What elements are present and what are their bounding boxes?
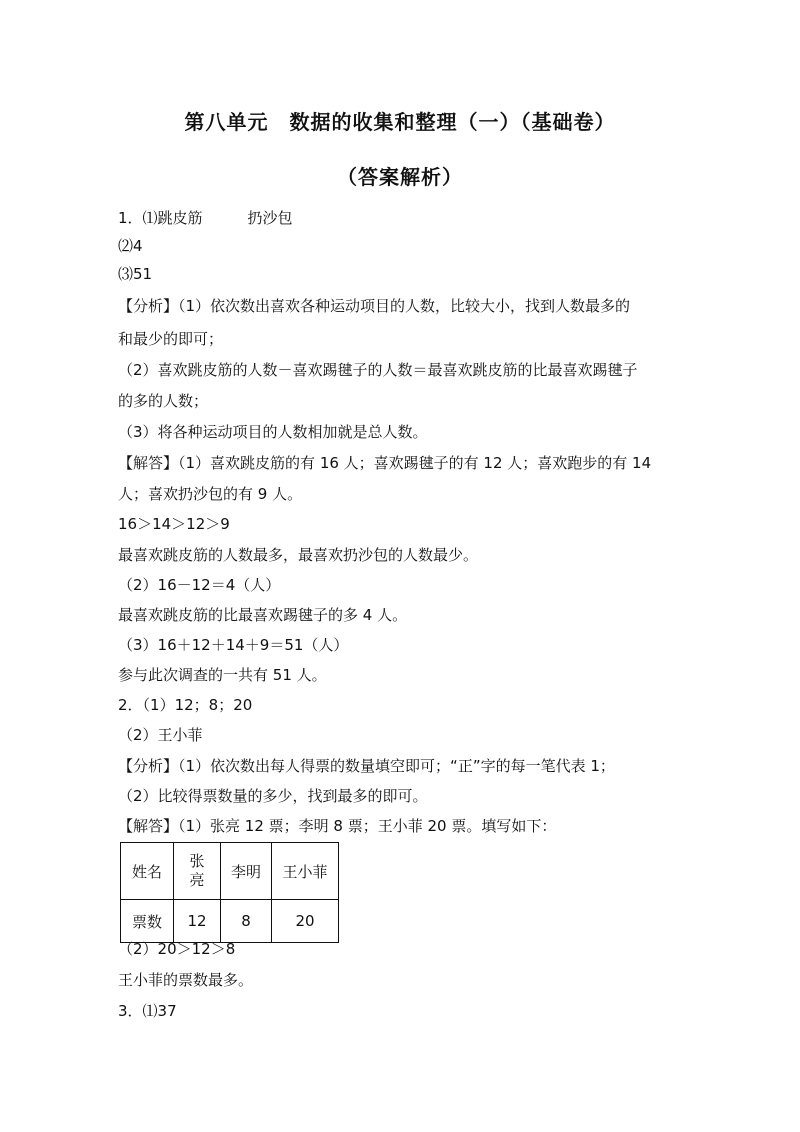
text-line: 2．（1）12；8；20 — [118, 696, 253, 714]
table-row — [121, 843, 339, 900]
text-line: ⑵4 — [118, 237, 143, 255]
text-line: （2）王小菲 — [118, 726, 203, 744]
text-line: 人；喜欢扔沙包的有 9 人。 — [118, 485, 303, 503]
text-line: 最喜欢跳皮筋的人数最多，最喜欢扔沙包的人数最少。 — [118, 546, 479, 564]
page-title: 第八单元 数据的收集和整理（一）（基础卷） — [184, 110, 616, 134]
text-line: （3）16＋12＋14＋9＝51（人） — [118, 636, 349, 654]
table-cell — [174, 843, 221, 900]
vote-table — [120, 842, 339, 943]
text-line: （2）20＞12＞8 — [118, 940, 236, 958]
text-line: （2）喜欢跳皮筋的人数－喜欢踢毽子的人数＝最喜欢跳皮筋的比最喜欢踢毽子 — [118, 361, 638, 379]
text-line: （2）16－12＝4（人） — [118, 576, 281, 594]
text-line: 16＞14＞12＞9 — [118, 515, 230, 533]
text-line: 参与此次调查的一共有 51 人。 — [118, 666, 327, 684]
table-cell: 姓名 — [121, 843, 174, 900]
table-row — [121, 900, 339, 943]
table-cell: 李明 — [221, 843, 272, 900]
text-line: 【分析】（1）依次数出喜欢各种运动项目的人数，比较大小，找到人数最多的 — [118, 297, 631, 315]
table-cell: 8 — [221, 900, 272, 943]
table-cell: 12 — [174, 900, 221, 943]
text-line: 王小菲的票数最多。 — [118, 971, 254, 989]
table-cell: 票数 — [121, 900, 174, 943]
text-line: 【分析】（1）依次数出每人得票的数量填空即可；“正”字的每一笔代表 1； — [118, 757, 615, 775]
cell-line: 亮 — [189, 871, 205, 889]
text-line: （2）比较得票数量的多少，找到最多的即可。 — [118, 787, 428, 805]
text-line: 【解答】（1）喜欢跳皮筋的有 16 人；喜欢踢毽子的有 12 人；喜欢跑步的有 14 — [118, 454, 652, 472]
table-cell: 王小菲 — [272, 843, 339, 900]
text-line: 的多的人数； — [118, 392, 209, 410]
page-subtitle: （答案解析） — [337, 165, 463, 189]
text-line: 【解答】（1）张亮 12 票；李明 8 票；王小菲 20 票。填写如下： — [118, 817, 557, 835]
text-line: （3）将各种运动项目的人数相加就是总人数。 — [118, 423, 428, 441]
table-cell: 20 — [272, 900, 339, 943]
text-line: 3．⑴37 — [118, 1002, 177, 1020]
text-line: 和最少的即可； — [118, 330, 224, 348]
text-line: 最喜欢跳皮筋的比最喜欢踢毽子的多 4 人。 — [118, 606, 408, 624]
text-line: ⑶51 — [118, 265, 153, 283]
cell-line: 张 — [189, 852, 205, 870]
text-line: 1．⑴跳皮筋 扔沙包 — [118, 209, 293, 227]
